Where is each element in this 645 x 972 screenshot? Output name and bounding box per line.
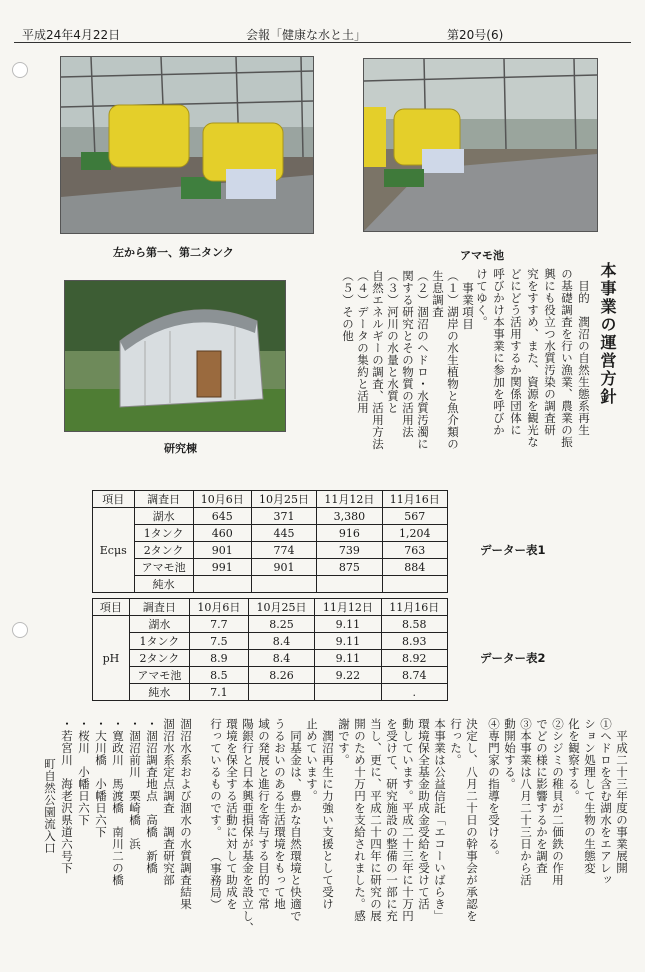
item-line: （１）湖岸の水生植物と魚介類の (446, 270, 460, 450)
policy-purpose (474, 268, 592, 486)
report-line: を受けて、研究施設の整備の一部に充 (385, 718, 399, 922)
report-line: 当し、更に、平成二十四年に研究の展 (369, 718, 383, 922)
value-cell: 9.11 (315, 633, 381, 650)
table-row (93, 684, 448, 701)
purpose-line: 目的 潤沼の自然生態系再生 (577, 268, 591, 436)
fiscal-plan (480, 718, 630, 938)
survey-line: ・桜川 小幡日六下 (77, 718, 91, 826)
survey-line: ・涸沼調査地点 高橋 新橋 (145, 718, 159, 874)
value-cell (251, 576, 316, 593)
value-cell: 645 (193, 508, 251, 525)
value-cell: 8.26 (248, 667, 314, 684)
table-row (93, 525, 448, 542)
survey-line: 涸沼水系および涸水の水質調査結果 (179, 718, 193, 910)
value-cell: 875 (317, 559, 382, 576)
survey-line: ・大川橋 小幡日六下 (94, 718, 108, 838)
table-row (93, 667, 448, 684)
value-cell: 884 (382, 559, 447, 576)
value-cell: 7.5 (189, 633, 248, 650)
header-cell: 項目 (93, 599, 130, 616)
purpose-line: けてゆく。 (475, 268, 489, 328)
value-cell: 739 (317, 542, 382, 559)
header-cell: 11月12日 (317, 491, 382, 508)
item-line: （４）データの集約と活用 (356, 270, 370, 414)
report-line: 行っているものです。 （事務局） (209, 718, 223, 911)
value-cell: 9.11 (315, 616, 381, 633)
data-table-2 (92, 598, 448, 701)
value-cell: 9.11 (315, 650, 381, 667)
value-cell: 8.5 (189, 667, 248, 684)
purpose-line: 呼びかけ本事業に参加を呼びか (492, 268, 506, 436)
plan-line: でどの様に影響するかを調査 (535, 718, 549, 874)
header-cell: 10月25日 (251, 491, 316, 508)
row-name: 純水 (134, 576, 193, 593)
tanks-photo (60, 56, 314, 234)
header-cell: 調査日 (134, 491, 193, 508)
value-cell: 3,380 (317, 508, 382, 525)
report-line: 環境保全基金助成金受給を受けて活 (417, 718, 431, 910)
survey-line: ・寛政川 馬渡橋 南川二の橋 (111, 718, 125, 886)
table-row (93, 650, 448, 667)
plan-line: 動開始する。 (503, 718, 517, 790)
value-cell: 9.22 (315, 667, 381, 684)
item-label-cell: pH (93, 616, 130, 701)
value-cell: 1,204 (382, 525, 447, 542)
tanks-caption: 左から第一、第二タンク (113, 246, 234, 259)
purpose-line: の基礎調査を行い漁業、農業の振 (560, 268, 574, 448)
value-cell: 8.4 (248, 650, 314, 667)
value-cell (382, 576, 447, 593)
value-cell: 901 (251, 559, 316, 576)
value-cell: 445 (251, 525, 316, 542)
item-line: 自然エネルギーの調査、活用方法 (371, 270, 385, 450)
table-row (93, 576, 448, 593)
header-newsletter-title: 会報「健康な水と土」 (246, 28, 367, 42)
table-row (93, 542, 448, 559)
item-line: （２）涸沼のヘドロ・水質汚濁に (416, 270, 430, 450)
plan-line: ③本事業は八月二十三日から活 (519, 718, 533, 886)
value-cell: . (381, 684, 447, 701)
survey-line: 町自然公園流入口 (43, 758, 57, 854)
item-label-cell: Ecμs (93, 508, 135, 593)
header-cell: 調査日 (129, 599, 189, 616)
amamo-pond-photo (363, 58, 598, 232)
survey-line: 涸沼水系定点調査 調査研究部 (162, 718, 176, 886)
header-cell: 11月16日 (381, 599, 447, 616)
table-2-label: データー表2 (480, 651, 546, 665)
table-1-label: データー表1 (480, 543, 546, 557)
research-building-photo (64, 280, 286, 432)
punch-hole (12, 62, 28, 78)
value-cell: 774 (251, 542, 316, 559)
row-name: 1タンク (134, 525, 193, 542)
table-header-row (93, 599, 448, 616)
amamo-caption: アマモ池 (460, 249, 504, 262)
value-cell (317, 576, 382, 593)
report-line: 環境を保全する活動に対して助成を (225, 718, 239, 910)
report-line: 止めています。 (305, 718, 319, 802)
item-line: （３）河川の水量と水質と (386, 270, 400, 414)
report-line: 陽銀行と日本興亜損保が基金を設立し、 (241, 718, 255, 934)
building-caption: 研究棟 (164, 442, 197, 455)
value-cell: 8.58 (381, 616, 447, 633)
water-survey-list (34, 718, 194, 958)
header-cell: 項目 (93, 491, 135, 508)
value-cell (315, 684, 381, 701)
table-row (93, 508, 448, 525)
value-cell: 460 (193, 525, 251, 542)
header-date: 平成24年4月22日 (22, 28, 121, 42)
plan-line: 平成二十三年度の事業展開 (615, 718, 629, 874)
policy-items (341, 270, 476, 486)
value-cell: 371 (251, 508, 316, 525)
report-line: 決定し、八月二十日の幹事会が承認を (465, 718, 479, 922)
table-row (93, 633, 448, 650)
row-name: 湖水 (129, 616, 189, 633)
value-cell (248, 684, 314, 701)
row-name: 2タンク (134, 542, 193, 559)
header-rule (14, 42, 631, 43)
value-cell: 916 (317, 525, 382, 542)
row-name: アマモ池 (134, 559, 193, 576)
value-cell: 7.1 (189, 684, 248, 701)
value-cell: 763 (382, 542, 447, 559)
report-line: うるおいのある生活環境をもって地 (273, 718, 287, 910)
data-table-1 (92, 490, 448, 593)
value-cell (193, 576, 251, 593)
table-header-row (93, 491, 448, 508)
header-cell: 10月6日 (189, 599, 248, 616)
report-line: 動しています。平成二十三年に十万円 (401, 718, 415, 922)
plan-line: ション処理して生物の生態変 (583, 718, 597, 874)
items-heading: 事業項目 (461, 270, 475, 330)
value-cell: 8.9 (189, 650, 248, 667)
row-name: 湖水 (134, 508, 193, 525)
header-cell: 11月16日 (382, 491, 447, 508)
value-cell: 8.25 (248, 616, 314, 633)
funding-report (206, 718, 480, 958)
value-cell: 901 (193, 542, 251, 559)
header-cell: 10月6日 (193, 491, 251, 508)
plan-line: 化を観察する。 (567, 718, 581, 802)
value-cell: 8.4 (248, 633, 314, 650)
report-line: 同基金は、豊かな自然環境と快適で (289, 718, 303, 922)
row-name: 2タンク (129, 650, 189, 667)
purpose-line: どにどう活用するか関係団体に (509, 268, 523, 436)
report-line: 域の発展と進行を寄与する目的で常 (257, 718, 271, 910)
report-line: 開のため十万円を支給されました。感 (353, 718, 367, 922)
table-row (93, 616, 448, 633)
report-line: 潤沼再生に力強い支援として受け (321, 718, 335, 910)
report-line: 本事業は公益信託「エコーいばらき」 (433, 718, 447, 922)
survey-line: ・涸沼前川 栗崎橋 浜 (128, 718, 142, 850)
row-name: 1タンク (129, 633, 189, 650)
survey-line: ・若宮川 海老沢県道六号下 (60, 718, 74, 874)
row-name: アマモ池 (129, 667, 189, 684)
header-cell: 11月12日 (315, 599, 381, 616)
table-row (93, 559, 448, 576)
header-issue: 第20号(6) (447, 28, 504, 42)
punch-hole (12, 622, 28, 638)
item-line: 生息調査 (431, 270, 445, 318)
plan-line: ④専門家の指導を受ける。 (487, 718, 501, 862)
report-line: 謝です。 (337, 718, 351, 766)
plan-line: ①ヘドロを含む湖水をエアレッ (599, 718, 613, 886)
value-cell: 991 (193, 559, 251, 576)
plan-line: ②シジミの稚貝が二価鉄の作用 (551, 718, 565, 886)
value-cell: 8.93 (381, 633, 447, 650)
item-line: （５）その他 (341, 270, 355, 342)
value-cell: 7.7 (189, 616, 248, 633)
item-line: 関する研究とその物質の活用法 (401, 270, 415, 438)
purpose-line: 究をすすめ、また、資源を観光な (526, 268, 540, 448)
value-cell: 567 (382, 508, 447, 525)
value-cell: 8.74 (381, 667, 447, 684)
value-cell: 8.92 (381, 650, 447, 667)
report-line: 行った。 (449, 718, 463, 766)
purpose-line: 興にも役立つ水質汚染の調査研 (543, 268, 557, 436)
row-name: 純水 (129, 684, 189, 701)
header-cell: 10月25日 (248, 599, 314, 616)
policy-title: 本事業の運営方針 (598, 262, 617, 406)
